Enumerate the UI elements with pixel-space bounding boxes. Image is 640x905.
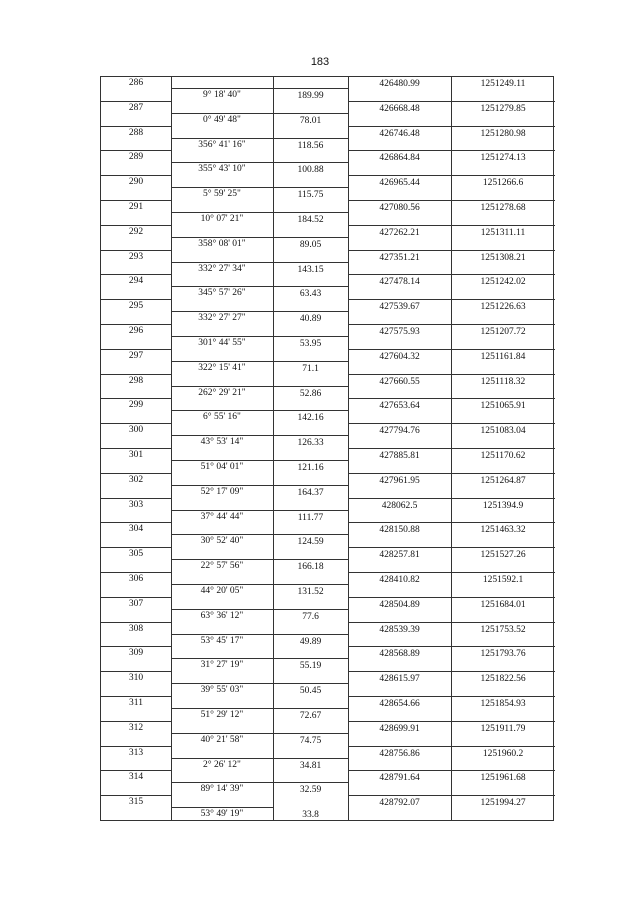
point-id: 313 [128,747,144,758]
row-divider [101,274,171,275]
distance-value: 33.8 [302,810,319,821]
row-divider [348,473,555,474]
northing-value: 428150.88 [379,525,420,536]
bearing-value: 5° 59' 25" [203,189,241,200]
distance-value: 52.86 [299,388,322,399]
row-divider [171,609,273,610]
row-divider [101,671,171,672]
row-divider [101,746,171,747]
row-divider [171,138,273,139]
easting-value: 1251266.6 [482,178,524,189]
northing-value: 428504.89 [379,599,420,610]
northing-value: 426480.99 [379,79,420,89]
point-id: 286 [128,78,144,88]
easting-value: 1251960.2 [482,748,524,759]
point-id: 301 [128,450,144,460]
row-divider [101,126,171,127]
northing-value: 428257.81 [379,550,420,561]
northing-value: 427080.56 [379,203,420,213]
row-divider [101,473,171,474]
row-divider [273,311,348,312]
northing-value: 428791.64 [379,773,420,784]
distance-value: 184.52 [297,215,324,225]
easting-value: 1251118.32 [480,376,526,387]
row-divider [171,262,273,263]
row-divider [101,597,171,598]
northing-value: 426864.84 [379,153,420,164]
distance-value: 143.15 [297,264,324,275]
distance-value: 49.89 [299,636,322,647]
distance-value: 89.05 [299,239,322,250]
row-divider [348,597,555,598]
bearing-value: 301° 44' 55" [198,338,246,348]
northing-value: 427653.64 [379,401,420,412]
point-id: 290 [128,177,144,188]
northing-value: 428539.39 [379,624,420,635]
row-divider [348,721,555,722]
point-id: 306 [128,574,144,584]
distance-value: 55.19 [299,661,322,672]
row-divider [348,398,555,399]
northing-value: 427885.81 [379,451,420,461]
bearing-value: 39° 55' 03" [200,685,244,696]
row-divider [171,758,273,759]
point-id: 288 [128,127,144,138]
bearing-value: 63° 36' 12" [200,610,244,621]
row-divider [101,448,171,449]
row-divider [273,286,348,287]
row-divider [171,336,273,337]
easting-value: 1251226.63 [480,302,526,313]
row-divider [101,622,171,623]
easting-value: 1251994.27 [480,798,526,809]
bearing-value: 40° 21' 58" [200,734,244,745]
easting-value: 1251311.11 [480,227,526,238]
row-divider [273,138,348,139]
row-divider [171,658,273,659]
point-id: 297 [128,350,144,361]
point-id: 307 [128,598,144,609]
row-divider [273,262,348,263]
point-id: 304 [128,524,144,535]
easting-value: 1251280.98 [480,128,526,139]
row-divider [171,286,273,287]
easting-value: 1251249.11 [480,79,526,89]
easting-value: 1251083.04 [480,426,526,437]
row-divider [348,349,555,350]
bearing-value: 0° 49' 48" [203,114,241,125]
distance-value: 32.59 [299,785,322,796]
bearing-value: 2° 26' 12" [203,759,241,770]
northing-value: 427604.32 [379,351,420,362]
northing-value: 428568.89 [379,649,420,660]
row-divider [348,646,555,647]
point-id: 291 [128,202,144,212]
row-divider [348,522,555,523]
row-divider [348,423,555,424]
northing-value: 428756.86 [379,748,420,759]
row-divider [273,559,348,560]
distance-value: 53.95 [299,339,322,349]
bearing-value: 43° 53' 14" [200,437,244,448]
point-id: 312 [128,722,144,733]
easting-value: 1251911.79 [480,723,526,734]
row-divider [273,584,348,585]
row-divider [348,200,555,201]
bearing-value: 10° 07' 21" [200,214,244,224]
bearing-value: 356° 41' 16" [198,139,246,150]
row-divider [348,547,555,548]
row-divider [171,386,273,387]
bearing-value: 51° 04' 01" [200,462,244,472]
row-divider [101,175,171,176]
easting-value: 1251274.13 [480,153,526,164]
coordinate-table [100,76,554,821]
easting-value: 1251793.76 [480,649,526,660]
row-divider [273,782,348,783]
row-divider [101,101,171,102]
row-divider [171,634,273,635]
point-id: 296 [128,326,144,336]
row-divider [348,622,555,623]
row-divider [273,162,348,163]
bearing-value: 44° 20' 05" [200,586,244,596]
distance-value: 74.75 [299,735,322,746]
row-divider [171,584,273,585]
distance-value: 118.56 [297,140,324,151]
point-id: 302 [128,474,144,485]
bearing-value: 52° 17' 09" [200,486,244,497]
row-divider [101,225,171,226]
row-divider [273,460,348,461]
row-divider [101,646,171,647]
northing-value: 426746.48 [379,128,420,139]
row-divider [171,435,273,436]
row-divider [171,237,273,238]
point-id: 314 [128,772,144,783]
easting-value: 1251264.87 [480,475,526,486]
easting-value: 1251527.26 [480,550,526,561]
row-divider [101,522,171,523]
bearing-value: 89° 14' 39" [200,784,244,795]
point-id: 311 [129,698,143,708]
row-divider [273,708,348,709]
row-divider [273,212,348,213]
easting-value: 1251822.56 [480,674,526,685]
point-id: 287 [128,102,144,113]
point-id: 298 [128,375,144,386]
bearing-value: 9° 18' 40" [203,90,241,100]
row-divider [101,150,171,151]
distance-value: 189.99 [297,91,324,101]
row-divider [171,162,273,163]
row-divider [171,460,273,461]
easting-value: 1251753.52 [480,624,526,635]
row-divider [348,324,555,325]
row-divider [348,770,555,771]
row-divider [101,498,171,499]
row-divider [273,88,348,89]
bearing-value: 37° 44' 44" [200,511,244,522]
distance-value: 131.52 [297,587,324,597]
row-divider [273,634,348,635]
row-divider [348,795,555,796]
row-divider [348,101,555,102]
row-divider [171,733,273,734]
easting-value: 1251308.21 [480,252,526,263]
distance-value: 63.43 [299,289,322,300]
easting-value: 1251279.85 [480,103,526,114]
row-divider [171,534,273,535]
row-divider [273,187,348,188]
row-divider [171,510,273,511]
row-divider [348,498,555,499]
row-divider [171,113,273,114]
row-divider [101,696,171,697]
row-divider [348,572,555,573]
row-divider [348,746,555,747]
row-divider [171,187,273,188]
row-divider [348,671,555,672]
page-number: 183 [310,56,330,68]
bearing-value: 332° 27' 27" [198,313,246,324]
bearing-value: 31° 27' 19" [200,660,244,671]
row-divider [273,361,348,362]
point-id: 294 [128,276,144,287]
row-divider [273,386,348,387]
row-divider [273,534,348,535]
point-id: 315 [128,797,144,808]
easting-value: 1251161.84 [480,351,526,362]
row-divider [348,696,555,697]
row-divider [273,658,348,659]
bearing-value: 22° 57' 56" [200,561,244,572]
easting-value: 1251207.72 [480,327,526,337]
northing-value: 428615.97 [379,674,420,685]
row-divider [273,733,348,734]
point-id: 308 [128,623,144,634]
point-id: 309 [128,648,144,659]
distance-value: 111.77 [297,512,324,523]
distance-value: 34.81 [299,760,322,771]
distance-value: 77.6 [302,611,319,622]
northing-value: 428062.5 [381,500,418,511]
easting-value: 1251278.68 [480,203,526,213]
easting-value: 1251854.93 [480,699,526,709]
row-divider [101,770,171,771]
point-id: 299 [128,400,144,411]
distance-value: 71.1 [302,363,319,374]
distance-value: 126.33 [297,438,324,449]
row-divider [101,795,171,796]
point-id: 289 [128,152,144,163]
distance-value: 166.18 [297,562,324,573]
bearing-value: 53° 45' 17" [200,635,244,646]
northing-value: 427351.21 [379,252,420,263]
row-divider [273,510,348,511]
row-divider [273,683,348,684]
row-divider [348,250,555,251]
point-id: 293 [128,251,144,262]
row-divider [273,435,348,436]
row-divider [348,126,555,127]
row-divider [348,299,555,300]
row-divider [273,237,348,238]
row-divider [273,113,348,114]
easting-value: 1251684.01 [480,599,526,610]
row-divider [171,485,273,486]
row-divider [101,547,171,548]
point-id: 305 [128,549,144,560]
easting-value: 1251394.9 [482,500,524,511]
distance-value: 164.37 [297,487,324,498]
northing-value: 428699.91 [379,723,420,734]
easting-value: 1251065.91 [480,401,526,412]
point-id: 310 [128,673,144,684]
row-divider [101,374,171,375]
row-divider [348,225,555,226]
northing-value: 428792.07 [379,798,420,809]
row-divider [171,212,273,213]
bearing-value: 6° 55' 16" [203,412,241,423]
bearing-value: 262° 29' 21" [198,387,246,398]
bearing-value: 345° 57' 26" [198,288,246,299]
row-divider [273,609,348,610]
row-divider [273,758,348,759]
row-divider [101,349,171,350]
bearing-value: 322° 15' 41" [198,362,246,373]
distance-value: 40.89 [299,314,322,325]
bearing-value: 332° 27' 34" [198,263,246,274]
distance-value: 78.01 [299,115,322,126]
easting-value: 1251463.32 [480,525,526,536]
row-divider [171,708,273,709]
row-divider [171,683,273,684]
northing-value: 427660.55 [379,376,420,387]
row-divider [171,311,273,312]
northing-value: 427478.14 [379,277,420,288]
row-divider [101,398,171,399]
row-divider [171,807,273,808]
row-divider [101,721,171,722]
row-divider [101,299,171,300]
easting-value: 1251170.62 [480,451,526,461]
row-divider [101,250,171,251]
row-divider [171,410,273,411]
distance-value: 72.67 [299,711,322,721]
point-id: 300 [128,425,144,436]
northing-value: 427539.67 [379,302,420,313]
row-divider [348,274,555,275]
row-divider [101,200,171,201]
row-divider [101,423,171,424]
point-id: 292 [128,226,144,237]
distance-value: 142.16 [297,413,324,424]
bearing-value: 355° 43' 10" [198,164,246,175]
easting-value: 1251961.68 [480,773,526,784]
distance-value: 100.88 [297,165,324,176]
row-divider [171,361,273,362]
easting-value: 1251592.1 [482,575,524,585]
distance-value: 124.59 [297,537,324,548]
row-divider [171,559,273,560]
easting-value: 1251242.02 [480,277,526,288]
row-divider [348,150,555,151]
row-divider [101,324,171,325]
northing-value: 426965.44 [379,178,420,189]
northing-value: 428654.66 [379,699,420,709]
northing-value: 428410.82 [379,575,420,585]
row-divider [348,175,555,176]
northing-value: 426668.48 [379,103,420,114]
row-divider [348,374,555,375]
bearing-value: 30° 52' 40" [200,536,244,547]
row-divider [171,88,273,89]
northing-value: 427575.93 [379,327,420,337]
row-divider [101,572,171,573]
bearing-value: 53° 49' 19" [200,809,244,820]
northing-value: 427794.76 [379,426,420,437]
bearing-value: 51° 29' 12" [200,710,244,720]
northing-value: 427262.21 [379,227,420,238]
point-id: 303 [128,499,144,510]
distance-value: 121.16 [297,463,324,473]
point-id: 295 [128,301,144,312]
bearing-value: 358° 08' 01" [198,238,246,249]
row-divider [273,410,348,411]
distance-value: 50.45 [299,686,322,697]
row-divider [171,782,273,783]
row-divider [273,336,348,337]
distance-value: 115.75 [297,190,324,201]
row-divider [273,485,348,486]
northing-value: 427961.95 [379,475,420,486]
row-divider [348,448,555,449]
